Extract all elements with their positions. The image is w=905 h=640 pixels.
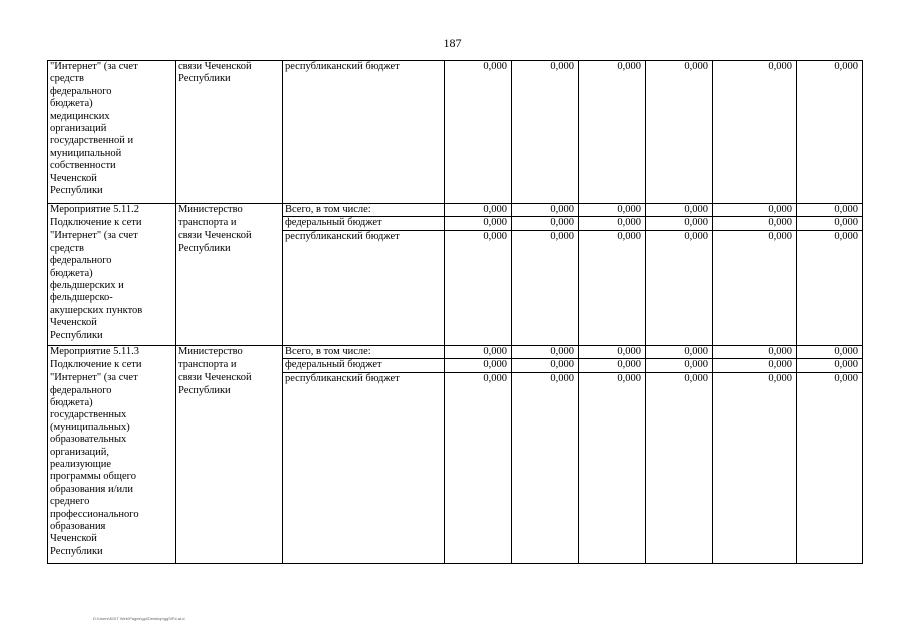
table-row — [48, 217, 863, 230]
page-number: 187 — [443, 36, 462, 50]
amount-cell: 0,000 — [713, 61, 797, 204]
amount-cell: 0,000 — [512, 359, 579, 372]
amount-cell: 0,000 — [512, 345, 579, 358]
amount-cell: 0,000 — [797, 61, 863, 204]
amount-cell: 0,000 — [445, 230, 512, 345]
responsible-organization: транспорта и — [176, 217, 283, 230]
funding-source: республиканский бюджет — [283, 230, 445, 345]
amount-cell: 0,000 — [797, 217, 863, 230]
amount-cell: 0,000 — [713, 345, 797, 358]
table-row — [48, 230, 863, 345]
funding-source: республиканский бюджет — [283, 372, 445, 563]
amount-cell: 0,000 — [579, 61, 646, 204]
amount-cell: 0,000 — [646, 217, 713, 230]
amount-cell: 0,000 — [579, 217, 646, 230]
amount-cell: 0,000 — [445, 372, 512, 563]
amount-cell: 0,000 — [646, 372, 713, 563]
measure-description: "Интернет" (за счет средств федерального бюджета) медицинских организаций государственной и муниципальной собственности Чеченской Республики — [48, 61, 176, 204]
amount-cell: 0,000 — [512, 217, 579, 230]
funding-source: республиканский бюджет — [283, 61, 445, 204]
budget-table — [47, 60, 863, 564]
funding-source: федеральный бюджет — [283, 359, 445, 372]
table-row — [48, 372, 863, 563]
amount-cell: 0,000 — [445, 217, 512, 230]
footer-file-path: D:\Users\KDIT Web\Pages\gpl\Desktop\ggSiFd-aLd — [93, 616, 185, 621]
table-row — [48, 359, 863, 372]
responsible-organization: Министерство — [176, 204, 283, 217]
funding-source: федеральный бюджет — [283, 217, 445, 230]
measure-description: "Интернет" (за счет федерального бюджета) государственных (муниципальных) образовательных организаций, реализующие программы общего образования и/или среднего профессионального образования Чеченской Республики — [48, 372, 176, 563]
amount-cell: 0,000 — [797, 345, 863, 358]
amount-cell: 0,000 — [579, 345, 646, 358]
responsible-organization: транспорта и — [176, 359, 283, 372]
amount-cell: 0,000 — [797, 372, 863, 563]
amount-cell: 0,000 — [579, 372, 646, 563]
measure-description: "Интернет" (за счет средств федерального бюджета) фельдшерских и фельдшерско- акушерских пунктов Чеченской Республики — [48, 230, 176, 345]
amount-cell: 0,000 — [646, 230, 713, 345]
responsible-organization: связи Чеченской Республики — [176, 230, 283, 345]
amount-cell: 0,000 — [646, 204, 713, 217]
amount-cell: 0,000 — [445, 359, 512, 372]
amount-cell: 0,000 — [445, 204, 512, 217]
amount-cell: 0,000 — [512, 61, 579, 204]
amount-cell: 0,000 — [797, 359, 863, 372]
funding-source: Всего, в том числе: — [283, 204, 445, 217]
amount-cell: 0,000 — [445, 345, 512, 358]
amount-cell: 0,000 — [512, 230, 579, 345]
amount-cell: 0,000 — [797, 230, 863, 345]
amount-cell: 0,000 — [797, 204, 863, 217]
measure-title: Мероприятие 5.11.2 — [48, 204, 176, 217]
table-row — [48, 204, 863, 217]
measure-description: Подключение к сети — [48, 359, 176, 372]
amount-cell: 0,000 — [713, 204, 797, 217]
amount-cell: 0,000 — [512, 372, 579, 563]
table-row — [48, 345, 863, 358]
amount-cell: 0,000 — [646, 345, 713, 358]
measure-title: Мероприятие 5.11.3 — [48, 345, 176, 358]
amount-cell: 0,000 — [713, 217, 797, 230]
responsible-organization: связи Чеченской Республики — [176, 61, 283, 204]
measure-description: Подключение к сети — [48, 217, 176, 230]
amount-cell: 0,000 — [713, 372, 797, 563]
amount-cell: 0,000 — [445, 61, 512, 204]
amount-cell: 0,000 — [646, 359, 713, 372]
amount-cell: 0,000 — [713, 230, 797, 345]
amount-cell: 0,000 — [512, 204, 579, 217]
responsible-organization: связи Чеченской Республики — [176, 372, 283, 563]
table-row — [48, 61, 863, 204]
amount-cell: 0,000 — [713, 359, 797, 372]
funding-source: Всего, в том числе: — [283, 345, 445, 358]
responsible-organization: Министерство — [176, 345, 283, 358]
amount-cell: 0,000 — [579, 204, 646, 217]
amount-cell: 0,000 — [579, 230, 646, 345]
amount-cell: 0,000 — [646, 61, 713, 204]
amount-cell: 0,000 — [579, 359, 646, 372]
